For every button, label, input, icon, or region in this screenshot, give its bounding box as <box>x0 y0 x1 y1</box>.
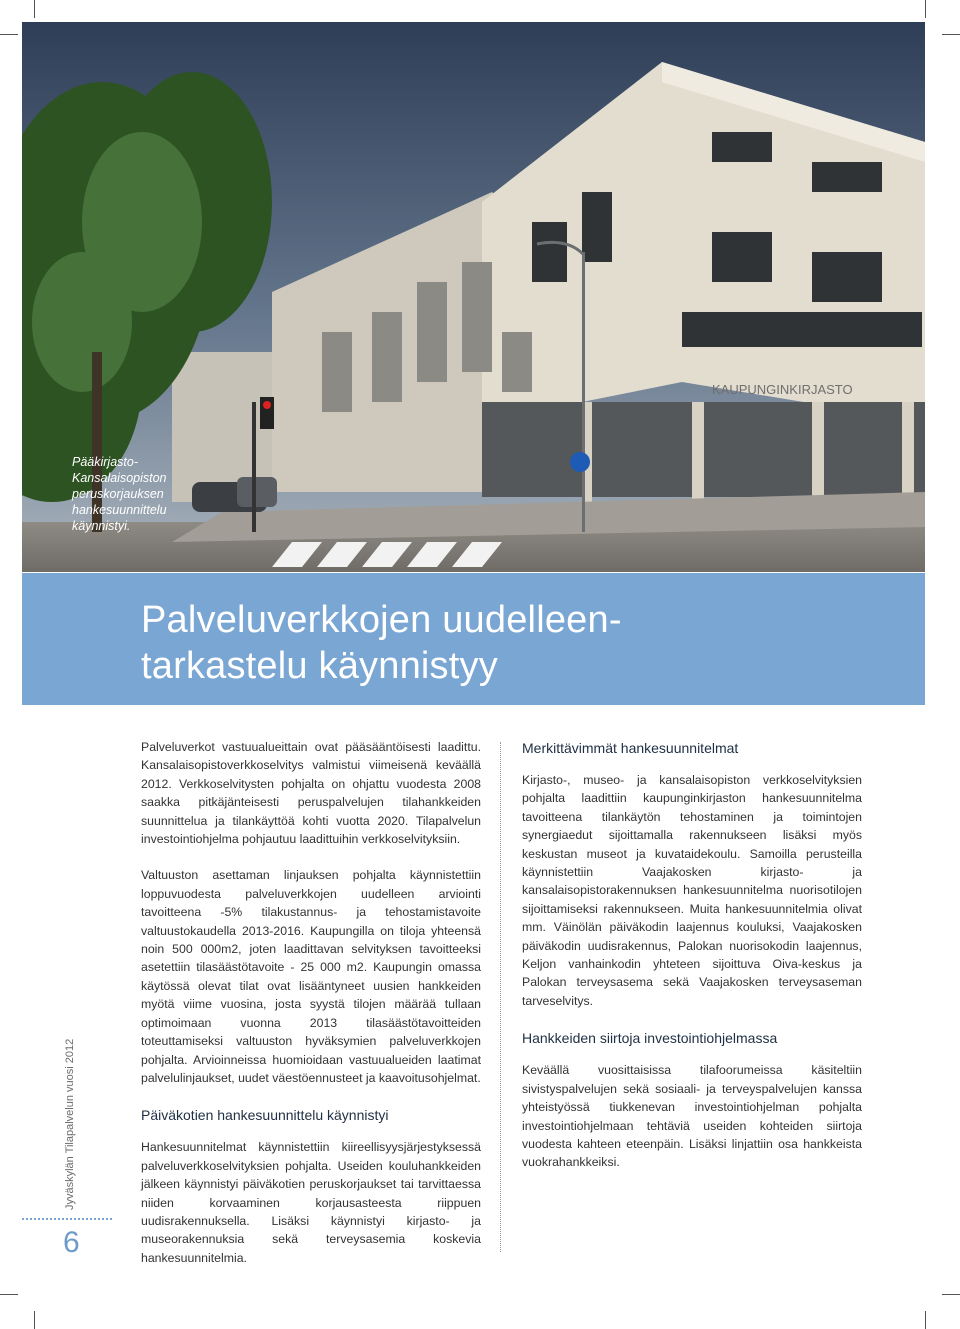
crop-mark <box>34 0 35 18</box>
paragraph: Kirjasto-, museo- ja kansalaisopiston verkkoselvityksien pohjalta laadittiin kaupunginkirjaston hankesuunnitelma tavoitteena tilankäytön tehostaminen ja toimintojen synergiaedut sijoittamalla rakennukseen lisäksi myös keskustan museot ja kuvataidekoulu. Samoilla perusteilla käynnistettiin Vaajakosken kirjasto- ja kansalaisopistorakennuksen hankesuunnitelma nuorisotilojen sijoittamiseksi rakennukseen. Muita hankesuunnitelmia olivat mm. Väinölän päiväkodin laajennus kouluksi, Vaajakosken päiväkodin uudisrakennus, Palokan nuorisokodin laajennus, Keljon vanhainkodin yhteteen sijoittuva Oiva-keskus ja Palokan terveysasema sekä Vaajakosken terveysaseman tarveselvitys. <box>522 773 862 1008</box>
paragraph: Palveluverkot vastuualueittain ovat pääsääntöisesti laadittu. Kansalaisopistoverkkoselvitys valmistui viimeisenä keväällä 2012. Verkkoselvitysten pohjalta on ohjattu vuodesta 2008 saakka pitkäjänteisesti peruspalvelujen tilahankkeiden suunnittelua ja tilankäyttöä kohti vuotta 2020. Tilapalvelun investointiohjelma pohjautuu laadittuihin verkkoselvityksiin. <box>141 740 481 847</box>
paragraph: Keväällä vuosittaisissa tilafoorumeissa käsiteltiin sivistyspalvelujen sekä sosiaali- ja terveyspalvelujen kanssa yhteistyössä tiukkenevan investointiohjelman pohjalta investointiohjelmaan tehtäviä useiden kohteiden siirtoja vuodesta kahteen eteenpäin. Lisäksi linjattiin osa hankkeista vuokrahankkeiksi. <box>522 1063 862 1170</box>
photo-caption: Pääkirjasto-Kansalaisopiston peruskorjauksen hankesuunnittelu käynnistyi. <box>72 455 167 533</box>
title-line-2: tarkastelu käynnistyy <box>141 645 498 687</box>
section-heading: Merkittävimmät hankesuunnitelmat <box>522 740 739 756</box>
right-column <box>522 738 862 1190</box>
column-divider <box>500 742 501 1252</box>
crop-mark <box>0 34 18 35</box>
side-label: Jyväskylän Tilapalvelun vuosi 2012 <box>64 1038 76 1210</box>
crop-mark <box>34 1311 35 1329</box>
page-number: 6 <box>63 1226 80 1259</box>
section-heading: Hankkeiden siirtoja investointiohjelmassa <box>522 1030 778 1047</box>
left-column <box>141 738 481 1285</box>
title-line-1: Palveluverkkojen uudelleen- <box>141 599 622 641</box>
crop-mark <box>942 1294 960 1295</box>
dotted-rule <box>22 1218 112 1220</box>
crop-mark <box>942 34 960 35</box>
crop-mark <box>925 1311 926 1329</box>
page-title <box>141 597 622 689</box>
crop-mark <box>925 0 926 18</box>
crop-mark <box>0 1294 18 1295</box>
paragraph: Hankesuunnitelmat käynnistettiin kiireellisyysjärjestyksessä palveluverkkoselvityksien pohjalta. Useiden kouluhankkeiden jälkeen käynnistyi päiväkotien peruskorjaukset tai tarvittaessa niiden korvaaminen korjausasteesta riippuen uudisrakennuksella. Lisäksi käynnistyi kirjasto- ja museorakennuksia sekä terveysasemia koskevia hankesuunnitelmia. <box>141 1140 481 1265</box>
building-sign: KAUPUNGINKIRJASTO <box>712 382 853 397</box>
paragraph: Valtuuston asettaman linjauksen pohjalta käynnistettiin loppuvuodesta palveluverkkojen uudelleen arviointi tavoitteena -5% tilakustannus- ja tehostamistavoite valtuustokaudella 2013-2016. Kaupungilla on tiloja yhteensä noin 500 000m2, joten laadittavan selvityksen tavoitteeksi asetettiin tilasäästötavoite - 25 000 m2. Kaupungin omassa käytössä olevat tilat ovat lisääntyneet uusien hankkeiden myötä viime vuosina, josta syystä tilojen määrää tullaan optimoimaan vuonna 2013 tilasäästötavoitteiden toteuttamiseksi valtuuston hyväksymien palveluverkkojen pohjalta. Arvioinneissa huomioidaan vastuualueiden laatimat palvelulinjaukset, uudet väestöennusteet ja kaavoitusohjelmat. <box>141 868 481 1085</box>
section-heading: Päiväkotien hankesuunnittelu käynnistyi <box>141 1107 389 1124</box>
